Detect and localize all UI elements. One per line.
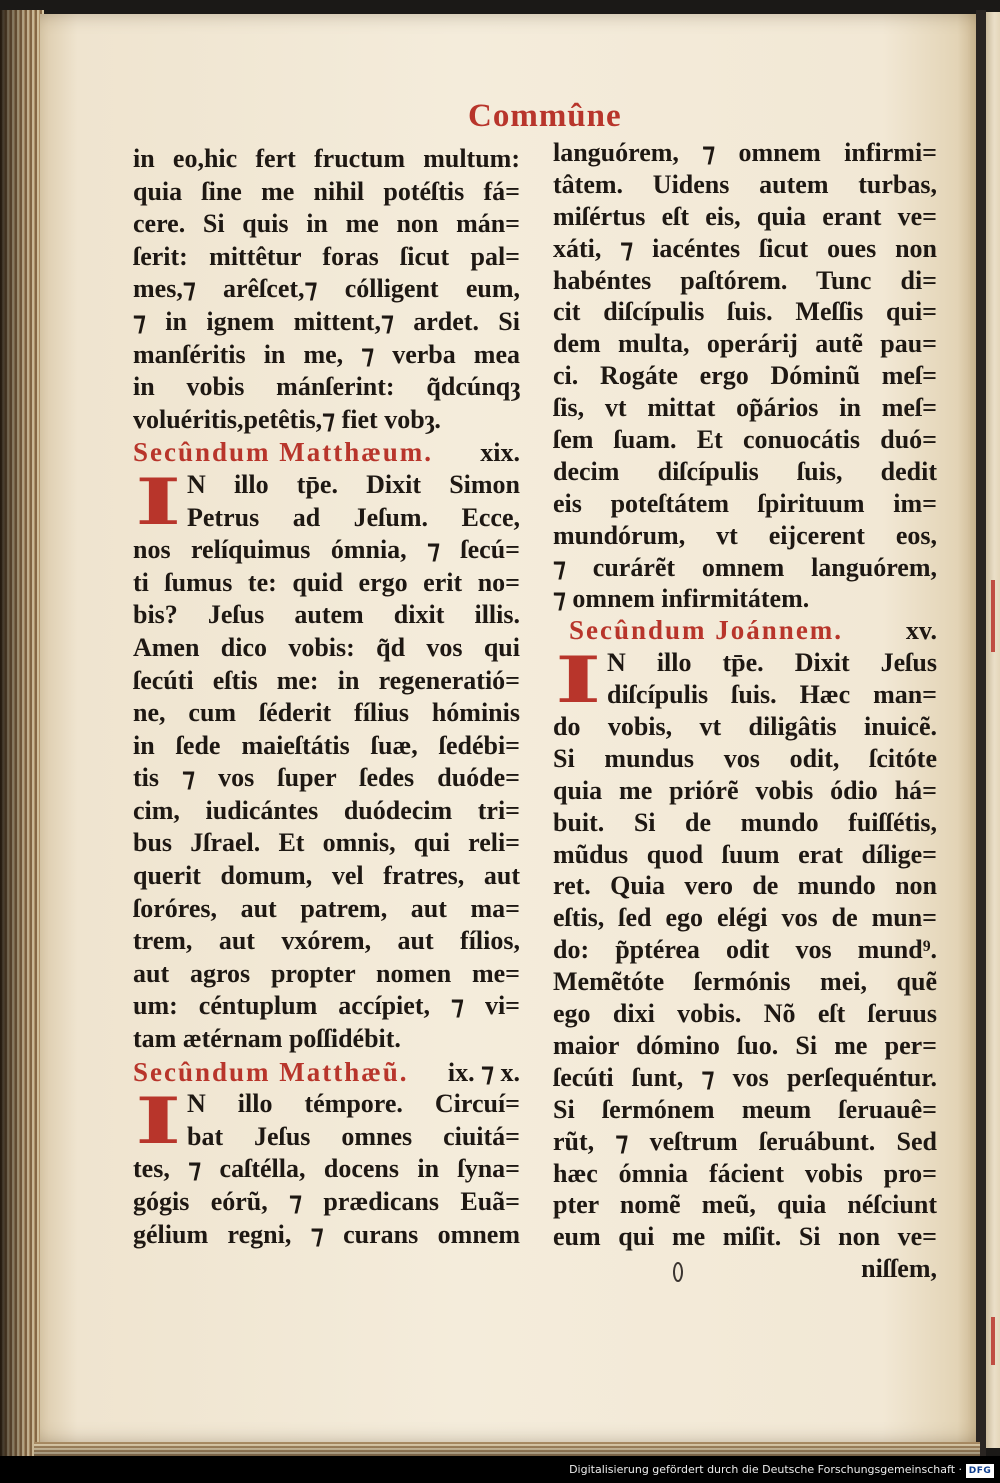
text-line: ret. Quia vero de mundo non [553, 871, 937, 901]
text-line: tâtem. Uidens autem turbas, [553, 169, 937, 199]
text-line: maior dómino ſuo. Si me per= [553, 1030, 937, 1060]
heading-title: Secûndum Matthæũ. [133, 1056, 409, 1087]
text-line: tes, ⁊ caſtélla, docens in ſyna= [133, 1154, 520, 1184]
dfg-logo: DFG [966, 1464, 994, 1478]
text-line: Si ſermónem meum ſeruauê= [553, 1094, 937, 1124]
text-line: bat Jeſus omnes ciuitá= [187, 1121, 520, 1151]
text-line: mũdus quod ſuum erat dílige= [553, 839, 937, 869]
text-line: ſis, vt mittat op̃ários in meſ= [553, 393, 937, 423]
heading-title: Secûndum Joánnem. [569, 615, 844, 646]
text-line: ſoróres, aut patrem, aut ma= [133, 893, 520, 923]
text-line: do vobis, vt diligâtis inuicẽ. [553, 712, 937, 742]
text-line: Memẽtóte ſermónis mei, quẽ [553, 967, 937, 997]
next-page-sliver [986, 12, 1000, 1448]
text-line: miſértus eſt eis, quia erant ve= [553, 201, 937, 231]
page-gutter-shadow [976, 10, 986, 1456]
text-line: cere. Si quis in me non mán= [133, 209, 520, 239]
text-line: eſtis, ſed ego elégi vos de mun= [553, 903, 937, 933]
text-line: cit diſcípulis ſuis. Meſſis qui= [553, 297, 937, 327]
text-line: bis? Jeſus autem dixit illis. [133, 600, 520, 630]
text-line: diſcípulis ſuis. Hæc man= [607, 680, 937, 710]
text-block [133, 143, 520, 436]
text-line: um: céntuplum accípiet, ⁊ vi= [133, 991, 520, 1021]
text-line: in ſede maieſtátis ſuæ, ſedébi= [133, 730, 520, 760]
text-line: pter nomẽ meũ, quia néſciunt [553, 1190, 937, 1220]
book-bottom-edges [34, 1442, 980, 1456]
text-line: ⁊ curárẽt omnem languórem, [553, 552, 937, 582]
text-line: ſem ſuam. Et conuocátis duó= [553, 425, 937, 455]
text-line: ⁊ omnem infirmitátem. [553, 584, 810, 614]
text-line: decim diſcípulis ſuis, dedit [553, 456, 937, 486]
text-line: languórem, ⁊ omnem infirmi= [553, 138, 937, 167]
text-line: eis poteſtátem ſpirituum im= [553, 488, 937, 518]
text-line: xáti, ⁊ iacéntes ſicut oues non [553, 233, 937, 263]
text-line: buit. Si de mundo fuiſſétis, [553, 807, 937, 837]
heading-reference: xv. [905, 616, 937, 646]
text-line: habéntes paſtórem. Tunc di= [553, 265, 937, 295]
text-line: ti ſumus te: quid ergo erit no= [133, 567, 520, 597]
drop-cap-initial: I [135, 464, 182, 540]
funding-credit: Digitalisierung gefördert durch die Deutsche Forschungsgemeinschaft · [569, 1463, 962, 1476]
text-line: gógis eórũ, ⁊ prædicans Euã= [133, 1187, 520, 1216]
text-column-right [553, 137, 937, 1285]
paragraph [553, 643, 937, 1285]
drop-cap-initial: I [555, 643, 602, 719]
text-line: do: p̃ptérea odit vos mund⁹. [553, 935, 937, 965]
text-line: N illo tp̄e. Dixit Jeſus [607, 648, 937, 678]
text-line: gélium regni, ⁊ curans omnem [133, 1219, 520, 1249]
text-line: Si mundus vos odit, ſcitóte [553, 743, 937, 773]
ink-mark [673, 1262, 683, 1282]
text-line: tam ætérnam poſſidébit. [133, 1024, 401, 1054]
text-column-left [133, 143, 520, 1251]
book-page-edges [0, 10, 44, 1456]
text-line: ego dixi vobis. Nõ eſt ſeruus [553, 999, 937, 1029]
text-line: in vobis mánſerint: q̃dcúnqȝ [133, 372, 520, 402]
text-line: mundórum, vt eijcerent eos, [553, 520, 937, 550]
text-line: aut agros propter nomen me= [133, 958, 520, 988]
text-line: cim, iudicántes duódecim tri= [133, 795, 520, 825]
text-line: ne, cum ſéderit fílius hóminis [133, 698, 520, 728]
text-line: Amen dico vobis: q̃d vos qui [133, 632, 520, 662]
text-line: eum qui me miſit. Si non ve= [553, 1222, 937, 1252]
drop-cap-initial: I [135, 1084, 182, 1160]
text-line: ci. Rogáte ergo Dóminũ meſ= [553, 361, 937, 391]
text-line: ſerit: mittêtur foras ſicut pal= [133, 241, 520, 271]
text-line: quia ſine me nihil potéſtis fá= [133, 176, 520, 206]
heading-reference: ix. ⁊ x. [447, 1057, 520, 1087]
text-line: quia me priórẽ vobis ódio há= [553, 775, 937, 805]
running-head: Commûne [468, 98, 622, 134]
text-line: querit domum, vel fratres, aut [133, 861, 520, 891]
text-line: mes,⁊ arêſcet,⁊ cólligent eum, [133, 274, 520, 304]
text-line: ſecúti ſunt, ⁊ vos perſequéntur. [553, 1062, 937, 1092]
text-line: bus Jſrael. Et omnis, qui reli= [133, 828, 520, 858]
text-line: dem multa, operárij autẽ pau= [553, 329, 937, 359]
text-line: in eo,hic fert fructum multum: [133, 144, 520, 173]
text-line: N illo tp̄e. Dixit Simon [187, 469, 520, 499]
text-line: rũt, ⁊ veſtrum ſeruábunt. Sed [553, 1126, 937, 1156]
section-heading [133, 436, 520, 469]
paragraph [133, 464, 520, 1056]
text-line: Petrus ad Jeſum. Ecce, [187, 502, 520, 532]
text-line: hæc ómnia fácient vobis pro= [553, 1158, 937, 1188]
text-line: N illo témpore. Circuí= [187, 1089, 520, 1119]
text-line: voluéritis,petêtis,⁊ fiet vobȝ. [133, 404, 441, 434]
rubric-mark [991, 1317, 995, 1365]
section-heading [553, 615, 937, 647]
section-heading [133, 1056, 520, 1089]
text-line: nos relíquimus ómnia, ⁊ ſecú= [133, 535, 520, 565]
text-line: ⁊ in ignem mittent,⁊ ardet. Si [133, 306, 520, 336]
text-line: trem, aut vxórem, aut fílios, [133, 926, 520, 956]
text-block [553, 137, 937, 615]
text-line: niſſem, [861, 1254, 937, 1284]
paragraph [133, 1084, 520, 1251]
text-line: ſecúti eſtis me: in regeneratió= [133, 665, 520, 695]
text-line: manſéritis in me, ⁊ verba mea [133, 339, 520, 369]
rubric-mark [991, 580, 995, 652]
heading-reference: xix. [480, 438, 520, 468]
heading-title: Secûndum Matthæum. [133, 437, 434, 468]
text-line: tis ⁊ vos ſuper ſedes duóde= [133, 763, 520, 793]
